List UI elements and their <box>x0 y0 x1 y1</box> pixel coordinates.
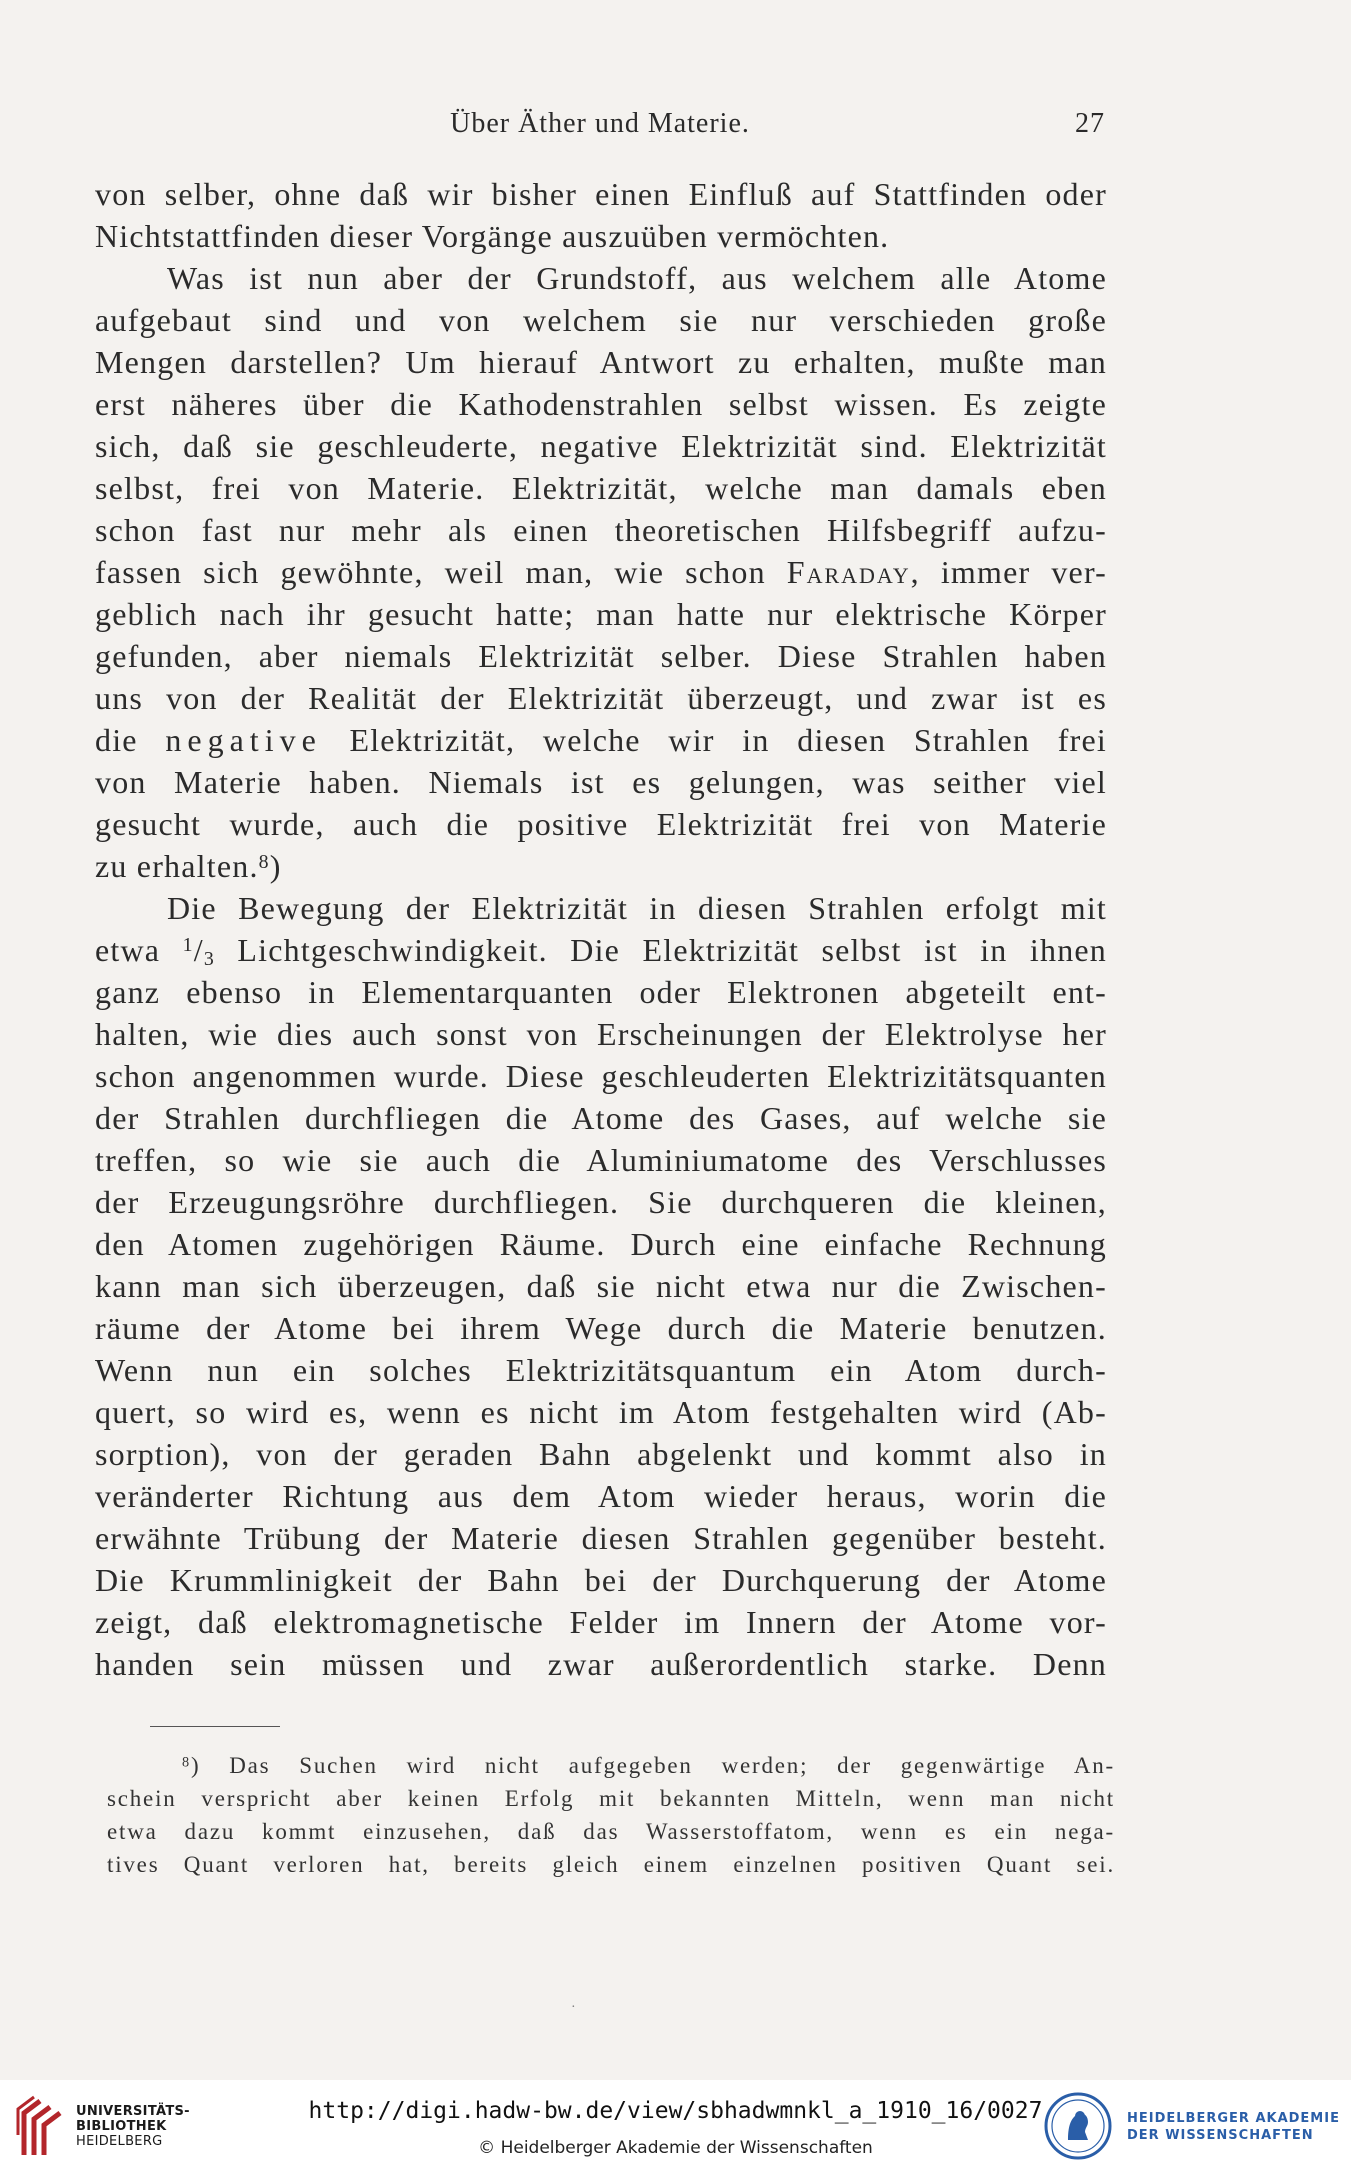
running-title: Über Äther und Materie. <box>450 108 750 139</box>
text-line: sich, daß sie geschleuderte, negative Elektrizität sind. Elektrizität <box>95 428 1107 464</box>
scan-speck: · <box>571 2000 576 2015</box>
text-line: gefunden, aber niemals Elektrizität selber. Diese Strahlen haben <box>95 638 1107 674</box>
text-line: veränderter Richtung aus dem Atom wieder heraus, worin die <box>95 1478 1107 1514</box>
text-line: von selber, ohne daß wir bisher einen Einfluß auf Stattfinden oder <box>95 176 1107 212</box>
academy-name <box>1127 2110 1340 2144</box>
text-line: erst näheres über die Kathodenstrahlen selbst wissen. Es zeigte <box>95 386 1107 422</box>
library-line: UNIVERSITÄTS- <box>76 2104 190 2119</box>
library-line: HEIDELBERG <box>76 2134 163 2149</box>
body-text <box>95 173 1107 1685</box>
academy-seal-icon[interactable] <box>1044 2092 1112 2160</box>
text-line: erwähnte Trübung der Materie diesen Strahlen gegenüber besteht. <box>95 1520 1107 1556</box>
text-segment: etwa <box>95 932 161 968</box>
academy-line: DER WISSENSCHAFTEN <box>1127 2128 1314 2143</box>
text-segment: zu erhalten. <box>95 848 259 884</box>
text-line: halten, wie dies auch sonst von Erscheinungen der Elektrolyse her <box>95 1016 1107 1052</box>
emphasis-negative: negative <box>165 722 322 758</box>
library-line: BIBLIOTHEK <box>76 2119 167 2134</box>
text-line: treffen, so wie sie auch die Aluminiumatome des Verschlusses <box>95 1142 1107 1178</box>
text-segment: Lichtgeschwindigkeit. Die Elektrizität selbst ist in ihnen <box>237 932 1108 968</box>
text-line: selbst, frei von Materie. Elektrizität, welche man damals eben <box>95 470 1107 506</box>
footnote-line: tives Quant verloren hat, bereits gleich einem einzelnen positiven Quant sei. <box>107 1852 1115 1877</box>
text-line: quert, so wird es, wenn es nicht im Atom festgehalten wird (Ab- <box>95 1394 1107 1430</box>
text-line: Wenn nun ein solches Elektrizitätsquantum ein Atom durch- <box>95 1352 1107 1388</box>
text-line: Nichtstattfinden dieser Vorgänge auszuüben vermöchten. <box>95 218 890 254</box>
footnote-line: schein verspricht aber keinen Erfolg mit bekannten Mitteln, wenn man nicht <box>107 1786 1115 1811</box>
text-line: schon angenommen wurde. Diese geschleuderten Elektrizitätsquanten <box>95 1058 1107 1094</box>
text-line: räume der Atome bei ihrem Wege durch die Materie benutzen. <box>95 1310 1107 1346</box>
text-line: schon fast nur mehr als einen theoretischen Hilfsbegriff aufzu- <box>95 512 1107 548</box>
footnote-reference: 8 <box>258 851 270 874</box>
text-line: Die Krummlinigkeit der Bahn bei der Durchquerung der Atome <box>95 1562 1107 1598</box>
text-line: zeigt, daß elektromagnetische Felder im Innern der Atome vor- <box>95 1604 1107 1640</box>
text-line-compound <box>95 845 1107 887</box>
text-line: ganz ebenso in Elementarquanten oder Elektronen abgeteilt ent- <box>95 974 1107 1010</box>
text-segment: , immer ver- <box>910 554 1108 590</box>
person-name-faraday: Faraday <box>786 554 911 590</box>
academy-line: HEIDELBERGER AKADEMIE <box>1127 2111 1340 2126</box>
text-line: geblich nach ihr gesucht hatte; man hatte nur elektrische Körper <box>95 596 1107 632</box>
text-segment: Elektrizität, welche wir in diesen Strahlen frei <box>349 722 1108 758</box>
text-line: der Strahlen durchfliegen die Atome des Gases, auf welche sie <box>95 1100 1107 1136</box>
fraction-one-third <box>183 932 215 968</box>
text-line: Was ist nun aber der Grundstoff, aus welchem alle Atome <box>167 260 1107 296</box>
page-number: 27 <box>1075 108 1105 139</box>
text-line: Die Bewegung der Elektrizität in diesen Strahlen erfolgt mit <box>167 890 1107 926</box>
text-segment: fassen sich gewöhnte, weil man, wie schon <box>95 554 766 590</box>
text-line-compound <box>95 929 1107 971</box>
text-line: gesucht wurde, auch die positive Elektrizität frei von Materie <box>95 806 1107 842</box>
text-line: Mengen darstellen? Um hierauf Antwort zu erhalten, mußte man <box>95 344 1107 380</box>
fraction-denominator: 3 <box>203 947 215 970</box>
footnote-line-compound <box>107 1749 1115 1782</box>
text-line: sorption), von der geraden Bahn abgelenkt und kommt also in <box>95 1436 1107 1472</box>
footnote-marker: 8 <box>182 1754 191 1771</box>
text-line-compound <box>95 719 1107 761</box>
text-line: von Materie haben. Niemals ist es gelungen, was seither viel <box>95 764 1107 800</box>
text-line: aufgebaut sind und von welchem sie nur verschieden große <box>95 302 1107 338</box>
footnote-divider <box>150 1726 280 1727</box>
digitization-footer <box>0 2080 1351 2175</box>
footnote-line: etwa dazu kommt einzusehen, daß das Wasserstoffatom, wenn es ein nega- <box>107 1819 1115 1844</box>
text-line: handen sein müssen und zwar außerordentlich starke. Denn <box>95 1646 1107 1682</box>
permalink-url[interactable]: http://digi.hadw-bw.de/view/sbhadwmnkl_a_1910_16/0027 <box>308 2098 1043 2124</box>
text-segment: ) <box>269 848 282 884</box>
text-line: der Erzeugungsröhre durchfliegen. Sie durchqueren die kleinen, <box>95 1184 1107 1220</box>
text-line: uns von der Realität der Elektrizität überzeugt, und zwar ist es <box>95 680 1107 716</box>
footnote-text: ) Das Suchen wird nicht aufgegeben werden; der gegenwärtige An- <box>190 1753 1115 1778</box>
text-segment: die <box>95 722 138 758</box>
text-line-compound <box>95 551 1107 593</box>
fraction-numerator: 1 <box>182 934 194 957</box>
fraction-slash: / <box>193 932 204 968</box>
footnote <box>107 1749 1115 1881</box>
copyright-notice: © Heidelberger Akademie der Wissenschaften <box>478 2138 873 2158</box>
text-line: den Atomen zugehörigen Räume. Durch eine einfache Rechnung <box>95 1226 1107 1262</box>
text-line: kann man sich überzeugen, daß sie nicht etwa nur die Zwischen- <box>95 1268 1107 1304</box>
page-header <box>95 108 1105 148</box>
